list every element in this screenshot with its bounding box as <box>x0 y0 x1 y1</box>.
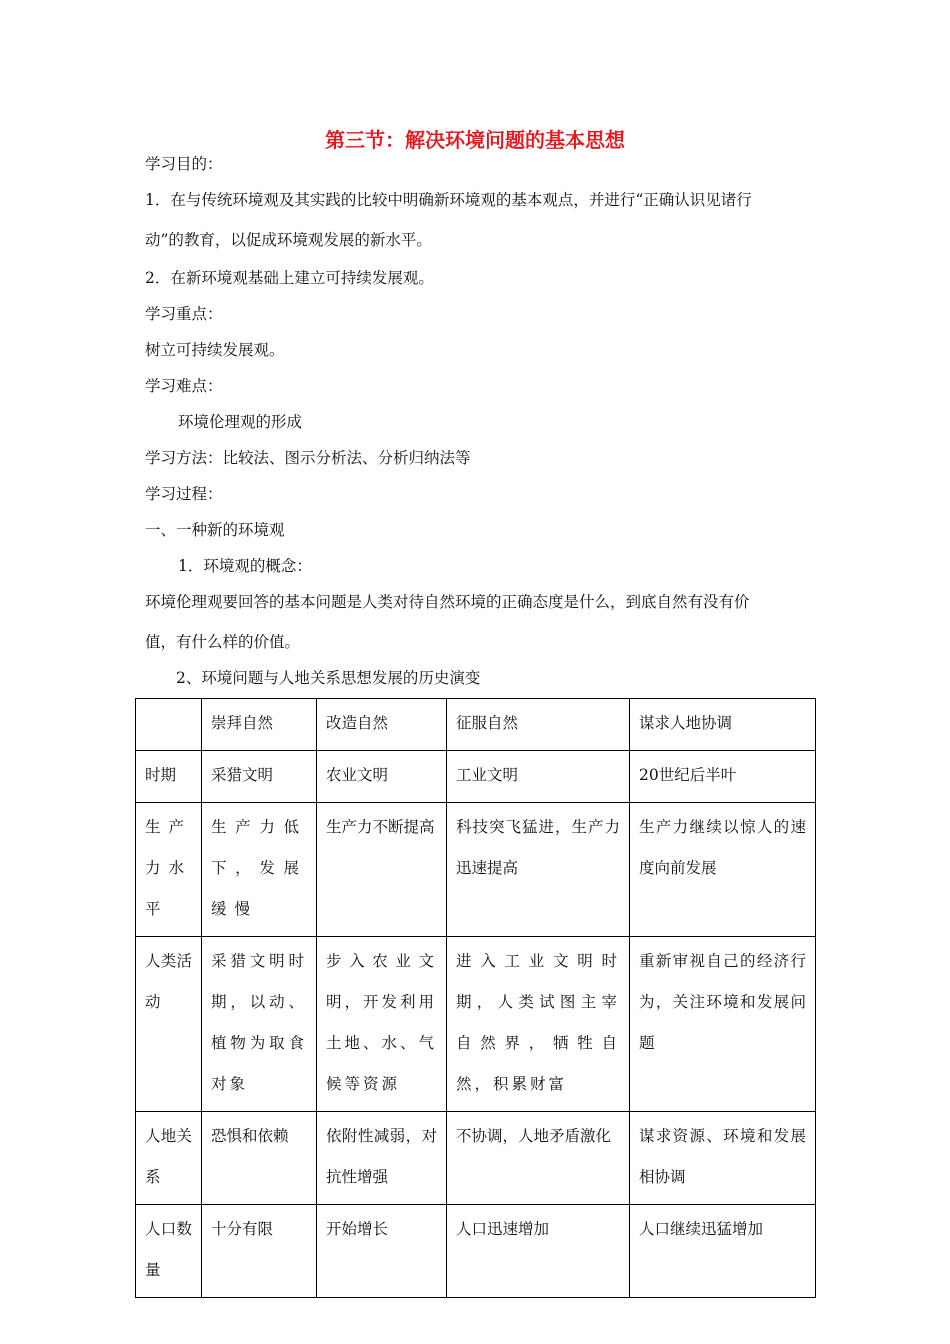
table-cell: 生产力不断提高 <box>317 803 447 937</box>
table-cell: 生产力水平 <box>136 803 202 937</box>
table-cell: 农业文明 <box>317 751 447 803</box>
table-cell: 不协调，人地矛盾激化 <box>447 1112 630 1205</box>
table-row <box>136 751 816 803</box>
table-header-cell: 征服自然 <box>447 699 630 751</box>
concept-line-2: 值，有什么样的价值。 <box>145 633 301 651</box>
table-cell: 开始增长 <box>317 1205 447 1298</box>
concept-line-1: 环境伦理观要回答的基本问题是人类对待自然环境的正确态度是什么，到底自然有没有价 <box>145 593 750 611</box>
table-cell: 工业文明 <box>447 751 630 803</box>
page-title: 第三节：解决环境问题的基本思想 <box>325 128 625 152</box>
table-cell: 20世纪后半叶 <box>630 751 816 803</box>
process-heading: 学习过程： <box>145 485 223 503</box>
table-cell: 科技突飞猛进，生产力迅速提高 <box>447 803 630 937</box>
subsection-2-heading: 2、环境问题与人地关系思想发展的历史演变 <box>176 669 481 687</box>
table-cell: 人地关系 <box>136 1112 202 1205</box>
table-cell: 时期 <box>136 751 202 803</box>
table-cell: 十分有限 <box>202 1205 317 1298</box>
table-cell: 生产力继续以惊人的速度向前发展 <box>630 803 816 937</box>
table-header-cell: 改造自然 <box>317 699 447 751</box>
table-cell: 依附性减弱，对抗性增强 <box>317 1112 447 1205</box>
table-cell: 恐惧和依赖 <box>202 1112 317 1205</box>
key-points-text: 树立可持续发展观。 <box>145 341 285 359</box>
table-cell: 人口迅速增加 <box>447 1205 630 1298</box>
table-cell: 人口数量 <box>136 1205 202 1298</box>
table-cell: 重新审视自己的经济行为，关注环境和发展问题 <box>630 937 816 1112</box>
subsection-1-heading: 1．环境观的概念： <box>178 557 312 575</box>
table-header-cell <box>136 699 202 751</box>
objectives-heading: 学习目的： <box>145 155 223 173</box>
objective-1-line-1: 1．在与传统环境观及其实践的比较中明确新环境观的基本观点，并进行“正确认识见诸行 <box>145 191 752 209</box>
table-cell: 人类活动 <box>136 937 202 1112</box>
table-row <box>136 1205 816 1298</box>
table-header-row <box>136 699 816 751</box>
key-points-heading: 学习重点： <box>145 305 223 323</box>
objective-1-line-2: 动”的教育，以促成环境观发展的新水平。 <box>145 231 432 249</box>
history-evolution-table <box>135 698 816 1298</box>
table-header-cell: 崇拜自然 <box>202 699 317 751</box>
objective-2: 2．在新环境观基础上建立可持续发展观。 <box>145 269 434 287</box>
table-cell: 采猎文明时期，以动、植物为取食对象 <box>202 937 317 1112</box>
table-cell: 生产力低下，发展缓慢 <box>202 803 317 937</box>
table-row <box>136 937 816 1112</box>
difficulty-heading: 学习难点： <box>145 377 223 395</box>
difficulty-text: 环境伦理观的形成 <box>178 413 303 431</box>
table-header-cell: 谋求人地协调 <box>630 699 816 751</box>
study-method: 学习方法：比较法、图示分析法、分析归纳法等 <box>145 449 471 467</box>
table-cell: 人口继续迅猛增加 <box>630 1205 816 1298</box>
table-cell: 步入农业文明，开发利用土地、水、气候等资源 <box>317 937 447 1112</box>
table-cell: 采猎文明 <box>202 751 317 803</box>
table-cell: 进入工业文明时期，人类试图主宰自然界，牺牲自然，积累财富 <box>447 937 630 1112</box>
table-row <box>136 803 816 937</box>
table-cell: 谋求资源、环境和发展相协调 <box>630 1112 816 1205</box>
section-1-heading: 一、一种新的环境观 <box>145 521 285 539</box>
table-row <box>136 1112 816 1205</box>
